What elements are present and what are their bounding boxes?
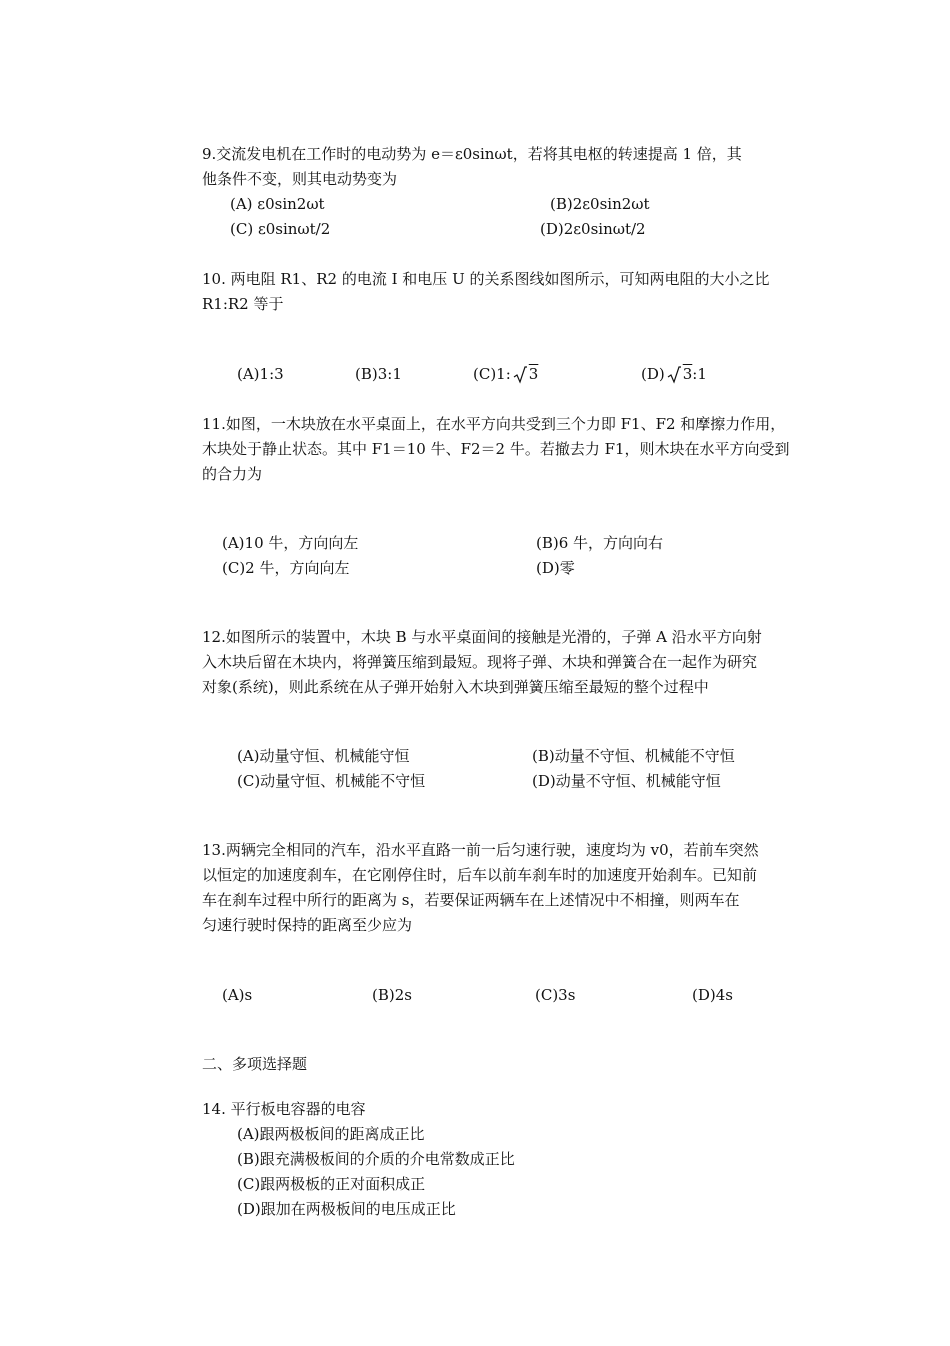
q9-option-a: (A) ε0sin2ωt bbox=[230, 195, 325, 213]
q9-option-d: (D)2ε0sinωt/2 bbox=[540, 220, 646, 238]
q9-stem-line2: 他条件不变，则其电动势变为 bbox=[202, 170, 398, 188]
q10-stem-line1: 10. 两电阻 R1、R2 的电流 I 和电压 U 的关系图线如图所示，可知两电阻的大小之比 bbox=[202, 270, 770, 288]
q13-stem-line2: 以恒定的加速度刹车，在它刚停住时，后车以前车刹车时的加速度开始刹车。已知前 bbox=[202, 866, 758, 884]
q10-option-b: (B)3:1 bbox=[355, 365, 402, 383]
q9-option-b: (B)2ε0sin2ωt bbox=[550, 195, 650, 213]
q11-option-c: (C)2 牛，方向向左 bbox=[222, 559, 350, 577]
q10-option-d-suffix: :1 bbox=[692, 365, 707, 383]
q11-option-b: (B)6 牛，方向向右 bbox=[536, 534, 664, 552]
q10-option-d bbox=[641, 364, 707, 384]
q12-option-b: (B)动量不守恒、机械能不守恒 bbox=[532, 747, 735, 765]
q9-option-c: (C) ε0sinωt/2 bbox=[230, 220, 331, 238]
q14-option-d: (D)跟加在两极板间的电压成正比 bbox=[237, 1200, 456, 1218]
q14-option-a: (A)跟两极板间的距离成正比 bbox=[237, 1125, 425, 1143]
q13-option-a: (A)s bbox=[222, 986, 253, 1004]
q12-stem-line2: 入木块后留在木块内，将弹簧压缩到最短。现将子弹、木块和弹簧合在一起作为研究 bbox=[202, 653, 758, 671]
q12-option-c: (C)动量守恒、机械能不守恒 bbox=[237, 772, 426, 790]
q10-option-c-radicand: 3 bbox=[528, 365, 539, 383]
q13-stem-line3: 车在刹车过程中所行的距离为 s，若要保证两辆车在上述情况中不相撞，则两车在 bbox=[202, 891, 740, 909]
q12-option-a: (A)动量守恒、机械能守恒 bbox=[237, 747, 410, 765]
q13-option-c: (C)3s bbox=[535, 986, 576, 1004]
section-title-multiple-choice: 二、多项选择题 bbox=[202, 1055, 308, 1073]
q13-stem-line4: 匀速行驶时保持的距离至少应为 bbox=[202, 916, 413, 934]
q10-stem-line2: R1:R2 等于 bbox=[202, 295, 284, 313]
q11-stem-line2: 木块处于静止状态。其中 F1＝10 牛、F2＝2 牛。若撤去力 F1，则木块在水平方向受到 bbox=[202, 440, 790, 458]
q14-stem-line1: 14. 平行板电容器的电容 bbox=[202, 1100, 366, 1118]
q11-stem-line1: 11.如图，一木块放在水平桌面上，在水平方向共受到三个力即 F1、F2 和摩擦力作用， bbox=[202, 415, 786, 433]
q10-option-d-radicand: 3 bbox=[682, 365, 693, 383]
q11-stem-line3: 的合力为 bbox=[202, 465, 263, 483]
q11-option-a: (A)10 牛，方向向左 bbox=[222, 534, 359, 552]
sqrt-symbol-icon bbox=[667, 366, 681, 384]
q12-stem-line1: 12.如图所示的装置中，木块 B 与水平桌面间的接触是光滑的，子弹 A 沿水平方向射 bbox=[202, 628, 762, 646]
q10-option-c bbox=[473, 364, 538, 384]
q13-stem-line1: 13.两辆完全相同的汽车，沿水平直路一前一后匀速行驶，速度均为 v0，若前车突然 bbox=[202, 841, 759, 859]
q10-option-a: (A)1:3 bbox=[237, 365, 284, 383]
q9-stem-line1: 9.交流发电机在工作时的电动势为 e＝ε0sinωt，若将其电枢的转速提高 1 倍，其 bbox=[202, 145, 742, 163]
q12-stem-line3: 对象(系统)，则此系统在从子弹开始射入木块到弹簧压缩至最短的整个过程中 bbox=[202, 678, 709, 696]
q10-option-c-label: (C)1: bbox=[473, 365, 511, 383]
q14-option-b: (B)跟充满极板间的介质的介电常数成正比 bbox=[237, 1150, 515, 1168]
sqrt-symbol-icon bbox=[513, 366, 527, 384]
q13-option-b: (B)2s bbox=[372, 986, 412, 1004]
q11-option-d: (D)零 bbox=[536, 559, 575, 577]
q14-option-c: (C)跟两极板的正对面积成正 bbox=[237, 1175, 426, 1193]
q10-option-d-label: (D) bbox=[641, 365, 665, 383]
q13-option-d: (D)4s bbox=[692, 986, 733, 1004]
q12-option-d: (D)动量不守恒、机械能守恒 bbox=[532, 772, 721, 790]
